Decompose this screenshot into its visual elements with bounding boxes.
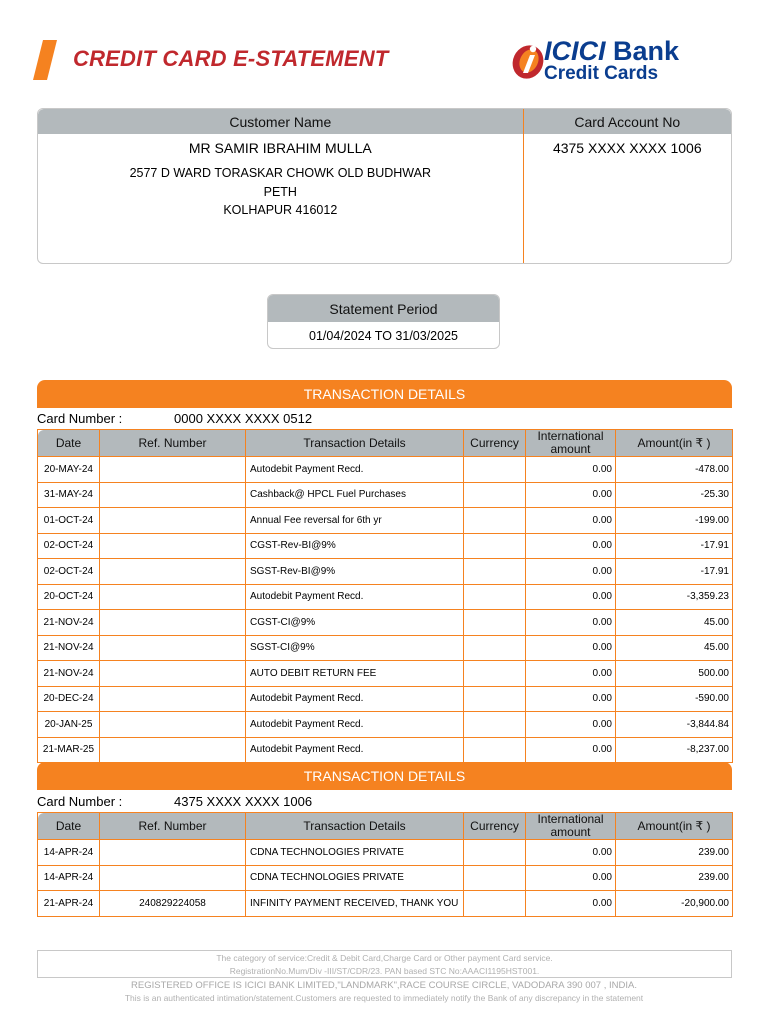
cell-amount: -3,359.23: [616, 584, 733, 610]
cell-ref-number: [100, 584, 246, 610]
table-row: [38, 635, 733, 661]
cell-amount: 45.00: [616, 635, 733, 661]
cell-international-amount: 0.00: [526, 457, 616, 483]
logo-wordmark: ICICI Bank: [544, 36, 680, 66]
cell-amount: 239.00: [616, 840, 733, 866]
cell-date: 21-NOV-24: [38, 610, 100, 636]
cell-ref-number: [100, 533, 246, 559]
cell-international-amount: 0.00: [526, 482, 616, 508]
col-transaction-details: Transaction Details: [246, 813, 464, 840]
cell-international-amount: 0.00: [526, 559, 616, 585]
cell-currency: [464, 508, 526, 534]
cell-date: 20-MAY-24: [38, 457, 100, 483]
card-account-label: Card Account No: [523, 109, 731, 134]
cell-transaction-details: INFINITY PAYMENT RECEIVED, THANK YOU: [246, 891, 464, 917]
cell-transaction-details: SGST-CI@9%: [246, 635, 464, 661]
card-number-line: [37, 411, 313, 426]
customer-details: [38, 134, 523, 264]
table-row: [38, 661, 733, 687]
cell-date: 21-NOV-24: [38, 635, 100, 661]
icici-logo-icon: [508, 40, 548, 80]
cell-amount: 239.00: [616, 865, 733, 891]
cell-ref-number: [100, 686, 246, 712]
cell-amount: -478.00: [616, 457, 733, 483]
address-line: 2577 D WARD TORASKAR CHOWK OLD BUDHWAR: [129, 166, 432, 180]
cell-currency: [464, 661, 526, 687]
cell-transaction-details: Autodebit Payment Recd.: [246, 457, 464, 483]
col-international-amount: International amount: [526, 813, 616, 840]
address-line: PETH: [263, 184, 297, 199]
col-currency: Currency: [464, 430, 526, 457]
cell-date: 01-OCT-24: [38, 508, 100, 534]
service-info-box: [37, 950, 732, 978]
cell-amount: 500.00: [616, 661, 733, 687]
table-row: [38, 737, 733, 763]
accent-bar: [33, 40, 57, 80]
cell-international-amount: 0.00: [526, 712, 616, 738]
customer-name-label: Customer Name: [229, 113, 332, 130]
col-date: Date: [38, 813, 100, 840]
cell-ref-number: [100, 559, 246, 585]
cell-amount: -3,844.84: [616, 712, 733, 738]
cell-currency: [464, 737, 526, 763]
cell-transaction-details: Autodebit Payment Recd.: [246, 686, 464, 712]
cell-date: 21-APR-24: [38, 891, 100, 917]
cell-currency: [464, 457, 526, 483]
registered-office-text: REGISTERED OFFICE IS ICICI BANK LIMITED,"LANDMARK",RACE COURSE CIRCLE, VADODARA 390 007 , INDIA.: [131, 980, 637, 991]
table-row: [38, 584, 733, 610]
cell-ref-number: [100, 635, 246, 661]
table-row: [38, 508, 733, 534]
statement-period-box: [267, 294, 500, 349]
col-currency: Currency: [464, 813, 526, 840]
cell-currency: [464, 891, 526, 917]
cell-amount: -199.00: [616, 508, 733, 534]
table-row: [38, 457, 733, 483]
cell-ref-number: [100, 610, 246, 636]
cell-ref-number: [100, 865, 246, 891]
cell-currency: [464, 865, 526, 891]
cell-date: 20-JAN-25: [38, 712, 100, 738]
cell-transaction-details: CDNA TECHNOLOGIES PRIVATE: [246, 865, 464, 891]
transaction-details-banner: TRANSACTION DETAILS: [37, 762, 732, 790]
table-row: [38, 610, 733, 636]
cell-currency: [464, 482, 526, 508]
cell-transaction-details: SGST-Rev-BI@9%: [246, 559, 464, 585]
cell-transaction-details: Annual Fee reversal for 6th yr: [246, 508, 464, 534]
cell-international-amount: 0.00: [526, 661, 616, 687]
logo-subtitle: Credit Cards: [544, 63, 659, 84]
cell-transaction-details: CGST-Rev-BI@9%: [246, 533, 464, 559]
transaction-table: [37, 429, 733, 763]
cell-international-amount: 0.00: [526, 737, 616, 763]
cell-amount: -20,900.00: [616, 891, 733, 917]
registration-text: RegistrationNo.Mum/Div -III/ST/CDR/23. PAN based STC No:AAACI1195HST001.: [229, 965, 540, 976]
cell-ref-number: 240829224058: [100, 891, 246, 917]
cell-ref-number: [100, 457, 246, 483]
cell-international-amount: 0.00: [526, 533, 616, 559]
table-row: [38, 891, 733, 917]
cell-date: 02-OCT-24: [38, 559, 100, 585]
cell-currency: [464, 686, 526, 712]
statement-period-label: Statement Period: [268, 295, 499, 322]
bank-logo: [508, 36, 738, 86]
table-row: [38, 712, 733, 738]
cell-ref-number: [100, 840, 246, 866]
cell-international-amount: 0.00: [526, 508, 616, 534]
address-line: KOLHAPUR 416012: [223, 203, 338, 217]
cell-date: 14-APR-24: [38, 865, 100, 891]
table-row: [38, 840, 733, 866]
col-transaction-details: Transaction Details: [246, 430, 464, 457]
customer-info-header: [38, 109, 731, 134]
cell-currency: [464, 610, 526, 636]
cell-ref-number: [100, 482, 246, 508]
cell-transaction-details: AUTO DEBIT RETURN FEE: [246, 661, 464, 687]
cell-amount: -25.30: [616, 482, 733, 508]
cell-transaction-details: Cashback@ HPCL Fuel Purchases: [246, 482, 464, 508]
col-amount: Amount(in ₹ ): [616, 813, 733, 840]
cell-transaction-details: Autodebit Payment Recd.: [246, 584, 464, 610]
cell-currency: [464, 559, 526, 585]
customer-info-box: [37, 108, 732, 264]
cell-amount: -8,237.00: [616, 737, 733, 763]
cell-amount: -17.91: [616, 533, 733, 559]
statement-header: [0, 0, 768, 100]
card-number-value: 4375 XXXX XXXX 1006: [174, 794, 313, 809]
cell-currency: [464, 712, 526, 738]
cell-date: 14-APR-24: [38, 840, 100, 866]
col-date: Date: [38, 430, 100, 457]
customer-info-body: [38, 134, 731, 264]
cell-transaction-details: CGST-CI@9%: [246, 610, 464, 636]
cell-date: 20-OCT-24: [38, 584, 100, 610]
cell-date: 02-OCT-24: [38, 533, 100, 559]
page-title: CREDIT CARD E-STATEMENT: [73, 46, 389, 71]
cell-international-amount: 0.00: [526, 635, 616, 661]
cell-amount: -590.00: [616, 686, 733, 712]
cell-currency: [464, 635, 526, 661]
cell-transaction-details: Autodebit Payment Recd.: [246, 712, 464, 738]
col-amount: Amount(in ₹ ): [616, 430, 733, 457]
cell-date: 31-MAY-24: [38, 482, 100, 508]
col-ref-number: Ref. Number: [100, 430, 246, 457]
table-row: [38, 533, 733, 559]
cell-ref-number: [100, 712, 246, 738]
card-number-value: 0000 XXXX XXXX 0512: [174, 411, 313, 426]
cell-ref-number: [100, 508, 246, 534]
cell-international-amount: 0.00: [526, 891, 616, 917]
card-number-label: Card Number :: [37, 794, 123, 809]
col-ref-number: Ref. Number: [100, 813, 246, 840]
cell-ref-number: [100, 737, 246, 763]
cell-amount: 45.00: [616, 610, 733, 636]
transaction-details-banner: TRANSACTION DETAILS: [37, 380, 732, 408]
cell-international-amount: 0.00: [526, 610, 616, 636]
cell-date: 20-DEC-24: [38, 686, 100, 712]
cell-international-amount: 0.00: [526, 584, 616, 610]
authentication-note: This is an authenticated intimation/statement.Customers are requested to immediately notify the Bank of any discrepancy in the statement: [124, 993, 644, 1003]
table-row: [38, 482, 733, 508]
table-row: [38, 559, 733, 585]
statement-period-value: 01/04/2024 TO 31/03/2025: [309, 328, 458, 343]
service-category-text: The category of service:Credit & Debit Card,Charge Card or Other payment Card service.: [216, 953, 553, 963]
cell-date: 21-NOV-24: [38, 661, 100, 687]
col-international-amount: International amount: [526, 430, 616, 457]
cell-currency: [464, 840, 526, 866]
cell-ref-number: [100, 661, 246, 687]
card-account-number: 4375 XXXX XXXX 1006: [552, 140, 702, 156]
customer-name: MR SAMIR IBRAHIM MULLA: [188, 140, 372, 156]
cell-currency: [464, 533, 526, 559]
cell-transaction-details: CDNA TECHNOLOGIES PRIVATE: [246, 840, 464, 866]
cell-international-amount: 0.00: [526, 840, 616, 866]
cell-international-amount: 0.00: [526, 686, 616, 712]
table-header-row: [38, 813, 733, 840]
table-row: [38, 865, 733, 891]
table-header-row: [38, 430, 733, 457]
cell-date: 21-MAR-25: [38, 737, 100, 763]
transaction-table: [37, 812, 733, 917]
card-number-line: [37, 794, 313, 809]
cell-currency: [464, 584, 526, 610]
table-row: [38, 686, 733, 712]
cell-transaction-details: Autodebit Payment Recd.: [246, 737, 464, 763]
card-account-cell: [523, 134, 731, 264]
cell-international-amount: 0.00: [526, 865, 616, 891]
card-number-label: Card Number :: [37, 411, 123, 426]
cell-amount: -17.91: [616, 559, 733, 585]
